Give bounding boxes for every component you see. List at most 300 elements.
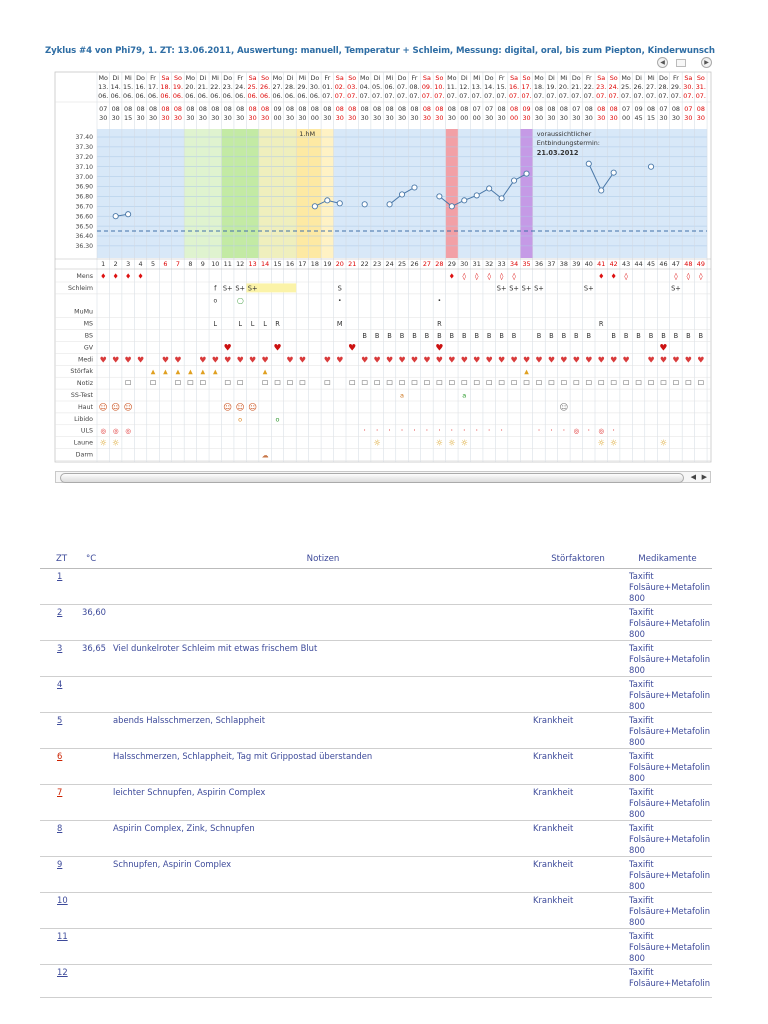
medication-icon: ♥ (286, 355, 294, 365)
cycle-day-number: 47 (671, 260, 680, 268)
month-label: 06. (235, 92, 246, 100)
hour-label: 08 (671, 105, 680, 113)
note-icon[interactable] (387, 381, 392, 385)
cycle-day-number: 20 (335, 260, 344, 268)
cycle-day-link[interactable]: 4 (57, 679, 63, 689)
note-icon[interactable] (487, 381, 492, 385)
cycle-day-link[interactable]: 1 (57, 571, 63, 581)
bs-value: B (424, 332, 430, 340)
minute-label: 30 (236, 114, 245, 122)
weekday-label: Mi (211, 74, 219, 82)
date-label: 27. (272, 83, 283, 91)
mood-icon: ☼ (460, 438, 468, 448)
cycle-day-number: 16 (285, 260, 295, 268)
temp-point[interactable] (586, 161, 591, 166)
uls-marker: · (413, 426, 416, 436)
temp-point[interactable] (449, 204, 454, 209)
date-label: 14. (110, 83, 121, 91)
temp-point[interactable] (325, 198, 330, 203)
minute-label: 30 (298, 114, 307, 122)
minute-label: 00 (622, 114, 631, 122)
hour-label: 08 (597, 105, 606, 113)
note-icon[interactable] (287, 381, 292, 385)
minute-label: 30 (410, 114, 419, 122)
ms-value: L (263, 320, 267, 329)
row-label-sstest: SS-Test (70, 392, 93, 399)
weekday-label: So (261, 74, 270, 82)
temperature-cell (82, 677, 113, 713)
month-label: 07. (459, 92, 470, 100)
weekday-label: Mi (473, 74, 481, 82)
temp-point[interactable] (126, 212, 131, 217)
skin-smiley-icon: ☺ (559, 402, 569, 413)
uls-marker: · (438, 426, 441, 436)
hour-label: 08 (173, 105, 182, 113)
cycle-day-number: 14 (261, 260, 270, 268)
hour-label: 08 (584, 105, 593, 113)
medication-line: Folsäure+Metafolin (629, 726, 711, 736)
temp-point[interactable] (487, 186, 492, 191)
note-icon[interactable] (499, 381, 504, 385)
note-cell (113, 605, 533, 641)
bs-value: B (387, 332, 392, 340)
cycle-day-link[interactable]: 2 (57, 607, 63, 617)
month-label: 07. (434, 92, 445, 100)
note-icon[interactable] (673, 381, 678, 385)
date-label: 21. (571, 83, 582, 91)
date-label: 08. (409, 83, 420, 91)
cycle-chart (0, 0, 768, 470)
medication-line: Taxifit (629, 679, 654, 689)
notes-row (40, 821, 712, 857)
schleim-value: S+ (247, 284, 258, 293)
cycle-day-link[interactable]: 3 (57, 643, 63, 653)
y-tick-label: 37.00 (75, 173, 93, 181)
note-icon[interactable] (611, 381, 616, 385)
month-label: 07. (683, 92, 694, 100)
month-label: 06. (210, 92, 221, 100)
bs-value: B (374, 332, 380, 340)
medication-line: Taxifit (629, 895, 654, 905)
cycle-day-link[interactable]: 9 (57, 859, 63, 869)
date-label: 29. (670, 83, 682, 91)
date-label: 30. (683, 83, 694, 91)
mens-spotting-icon: ◊ (624, 272, 628, 281)
note-icon[interactable] (624, 381, 629, 385)
hour-label: 08 (422, 105, 431, 113)
weekday-label: Fr (150, 74, 156, 82)
date-label: 18. (160, 83, 171, 91)
weekday-label: So (435, 74, 444, 82)
minute-label: 30 (248, 114, 257, 122)
month-label: 07. (621, 92, 632, 100)
note-icon[interactable] (649, 381, 654, 385)
hour-label: 07 (659, 105, 668, 113)
post-hm-band (321, 129, 333, 258)
hour-label: 08 (124, 105, 133, 113)
temp-point[interactable] (337, 201, 342, 206)
uls-marker: · (500, 426, 503, 436)
note-icon[interactable] (661, 381, 666, 385)
date-label: 14. (484, 83, 495, 91)
cycle-day-number: 39 (572, 260, 581, 268)
libido-icon: o (238, 415, 243, 424)
minute-label: 30 (285, 114, 295, 122)
temp-point[interactable] (599, 188, 604, 193)
note-icon[interactable] (474, 381, 479, 385)
row-label-mens: Mens (76, 273, 93, 280)
medication-icon: ♥ (585, 355, 593, 365)
hour-label: 08 (696, 105, 705, 113)
temp-point[interactable] (399, 192, 404, 197)
medication-icon: ♥ (597, 355, 605, 365)
cycle-day-number: 22 (360, 260, 369, 268)
temp-point[interactable] (474, 193, 479, 198)
note-cell: Aspirin Complex, Zink, Schnupfen (113, 821, 533, 857)
cycle-title: Zyklus #4 von Phi79, 1. ZT: 13.06.2011, Auswertung: manuell, Temperatur + Schleim, Messung: digital, oral, bis zum Piepton, Kinderwunsch (45, 46, 715, 56)
row-label-laune: Laune (73, 439, 93, 447)
date-label: 22. (583, 83, 594, 91)
hour-label: 08 (447, 105, 456, 113)
note-icon[interactable] (350, 381, 355, 385)
cycle-day-link[interactable]: 11 (57, 931, 68, 941)
minute-label: 30 (397, 114, 407, 122)
weekday-label: Do (223, 74, 233, 82)
temperature-cell (82, 785, 113, 821)
medication-icon: ♥ (298, 355, 307, 365)
date-label: 19. (172, 83, 184, 91)
temperature-cell (82, 857, 113, 893)
bs-value: B (586, 332, 592, 340)
stoerfaktor-cell: Krankheit (533, 893, 623, 929)
weekday-label: Sa (422, 74, 431, 82)
cycle-day-link[interactable]: 12 (57, 967, 68, 977)
mens-spotting-icon: ◊ (487, 272, 491, 281)
uls-marker: · (400, 426, 404, 436)
month-label: 07. (533, 92, 545, 100)
hour-label: 08 (547, 105, 556, 113)
uls-marker: · (562, 426, 566, 436)
medication-icon: ♥ (572, 355, 580, 365)
month-label: 07. (409, 92, 420, 100)
stoerfaktor-cell (533, 677, 623, 713)
uls-marker: · (537, 426, 541, 436)
hour-label: 08 (335, 105, 344, 113)
note-icon[interactable] (225, 381, 230, 385)
cycle-day-number: 26 (410, 260, 419, 268)
minute-label: 30 (111, 114, 120, 122)
temperature-cell (82, 713, 113, 749)
previous-cycle-icon[interactable]: ◀ (657, 57, 668, 68)
date-label: 13. (471, 83, 482, 91)
temp-point[interactable] (499, 196, 504, 201)
mens-drop-icon: ♦ (124, 272, 132, 281)
note-icon[interactable] (698, 381, 703, 385)
cycle-day-link[interactable]: 7 (57, 787, 63, 797)
stoerfaktor-cell: Krankheit (533, 749, 623, 785)
y-tick-label: 36.90 (75, 183, 93, 191)
date-label: 15. (123, 83, 134, 91)
hour-label: 08 (261, 105, 270, 113)
month-label: 07. (633, 92, 644, 100)
minute-label: 30 (447, 114, 456, 122)
row-label-darm: Darm (75, 451, 93, 459)
uls-marker: ◎ (112, 427, 119, 436)
temp-point[interactable] (437, 194, 442, 199)
cycle-day-link[interactable]: 10 (57, 895, 68, 905)
note-icon[interactable] (400, 381, 405, 385)
uls-marker: · (463, 426, 466, 436)
zt-cell (40, 605, 82, 641)
note-icon[interactable] (549, 381, 554, 385)
month-label: 06. (110, 92, 121, 100)
bs-value: B (412, 332, 417, 340)
temp-point[interactable] (611, 170, 616, 175)
gv-heart-icon: ♥ (348, 343, 357, 354)
schleim-value: S+ (496, 284, 507, 293)
row-label-libido: Libido (74, 415, 93, 423)
weekday-label: So (522, 74, 531, 82)
medication-cell (623, 821, 712, 857)
stoerfaktor-cell: Krankheit (533, 821, 623, 857)
hour-label: 08 (348, 105, 357, 113)
note-icon[interactable] (126, 381, 131, 385)
note-icon[interactable] (524, 381, 529, 385)
schleim-value: S+ (509, 284, 519, 293)
stoerfaktor-cell (533, 569, 623, 605)
medication-line: 800 (629, 809, 645, 819)
scrollbar-thumb[interactable] (60, 473, 684, 483)
cycle-day-link[interactable]: 6 (57, 751, 63, 761)
note-icon[interactable] (536, 381, 541, 385)
medication-icon: ♥ (697, 355, 705, 365)
minute-label: 00 (472, 114, 481, 122)
row-label-schleim: Schleim (68, 284, 93, 292)
gv-heart-icon: ♥ (659, 343, 668, 354)
minute-label: 00 (273, 114, 282, 122)
fertile-peak-band (222, 129, 259, 258)
date-label: 28. (284, 83, 296, 91)
temp-point[interactable] (412, 185, 417, 190)
minute-label: 30 (422, 114, 431, 122)
note-icon[interactable] (599, 381, 604, 385)
cycle-day-number: 17 (298, 260, 307, 268)
minute-label: 15 (124, 114, 133, 122)
medication-icon: ♥ (361, 355, 369, 365)
hour-label: 08 (111, 105, 120, 113)
hour-label: 08 (148, 105, 158, 113)
uls-marker: · (487, 426, 491, 436)
note-icon[interactable] (151, 381, 156, 385)
notes-row (40, 965, 712, 998)
medication-icon: ♥ (522, 355, 531, 365)
schleim-sub-symbol: o (213, 297, 218, 305)
note-icon[interactable] (412, 381, 417, 385)
temp-point[interactable] (113, 214, 118, 219)
cycle-day-number: 49 (696, 260, 705, 268)
schleim-value: S+ (534, 284, 544, 293)
zt-cell (40, 677, 82, 713)
note-cell: abends Halsschmerzen, Schlappheit (113, 713, 533, 749)
medication-icon: ♥ (610, 355, 618, 365)
hour-label: 07 (572, 105, 581, 113)
medication-icon: ♥ (435, 355, 443, 365)
note-icon[interactable] (424, 381, 429, 385)
temp-point[interactable] (462, 198, 467, 203)
medication-icon: ♥ (174, 355, 182, 365)
note-icon[interactable] (449, 381, 454, 385)
medication-cell (623, 641, 712, 677)
stoerfaktor-icon: ▲ (262, 368, 268, 376)
scroll-left-icon[interactable]: ◀ (690, 473, 696, 481)
temperature-cell (82, 929, 113, 965)
hour-label: 08 (385, 105, 394, 113)
note-icon[interactable] (561, 381, 566, 385)
bs-value: B (499, 332, 504, 340)
note-icon[interactable] (263, 381, 268, 385)
note-icon[interactable] (686, 381, 691, 385)
scroll-right-icon[interactable]: ▶ (701, 473, 707, 481)
note-icon[interactable] (175, 381, 180, 385)
month-label: 07. (359, 92, 370, 100)
mens-drop-icon: ♦ (137, 272, 144, 281)
month-label: 07. (571, 92, 582, 100)
note-icon[interactable] (362, 381, 367, 385)
medication-icon: ♥ (498, 355, 506, 365)
cycle-day-number: 38 (559, 260, 568, 268)
month-label: 07. (471, 92, 482, 100)
note-icon[interactable] (462, 381, 467, 385)
temp-point[interactable] (511, 178, 516, 183)
month-label: 06. (185, 92, 196, 100)
note-icon[interactable] (300, 381, 305, 385)
bs-value: B (686, 332, 691, 340)
month-label: 06. (272, 92, 283, 100)
minute-label: 30 (173, 114, 182, 122)
date-label: 07. (396, 83, 408, 91)
stoerfaktor-icon: ▲ (188, 368, 193, 376)
weekday-label: Fr (237, 74, 244, 82)
medication-icon: ♥ (460, 355, 468, 365)
temp-point[interactable] (648, 164, 653, 169)
month-label: 07. (508, 92, 520, 100)
medication-cell (623, 785, 712, 821)
cycle-day-number: 34 (510, 260, 519, 268)
bs-value: B (561, 332, 567, 340)
month-label: 07. (372, 92, 383, 100)
temperature-cell: 36,65 (82, 641, 113, 677)
note-icon[interactable] (574, 381, 579, 385)
date-label: 16. (508, 83, 520, 91)
temperature-cell (82, 893, 113, 929)
note-icon[interactable] (188, 381, 193, 385)
zt-cell (40, 821, 82, 857)
medication-cell (623, 569, 712, 605)
notes-row (40, 929, 712, 965)
note-cell: Halsschmerzen, Schlappheit, Tag mit Grippostad überstanden (113, 749, 533, 785)
cycle-day-number: 23 (373, 260, 382, 268)
uls-marker: · (388, 426, 391, 436)
hour-label: 08 (310, 105, 319, 113)
note-icon[interactable] (325, 381, 330, 385)
cycle-day-number: 11 (223, 260, 232, 268)
row-label-gv: GV (83, 344, 93, 352)
hour-label: 08 (161, 105, 170, 113)
medication-icon: ♥ (336, 355, 344, 365)
note-icon[interactable] (375, 381, 380, 385)
month-label: 07. (322, 92, 333, 100)
note-icon[interactable] (238, 381, 243, 385)
hour-label: 09 (634, 105, 643, 113)
date-label: 25. (247, 83, 258, 91)
note-icon[interactable] (636, 381, 641, 385)
next-cycle-icon[interactable]: ▶ (701, 57, 712, 68)
note-icon[interactable] (512, 381, 517, 385)
chart-scrollbar[interactable] (55, 471, 711, 483)
weekday-label: Sa (161, 74, 170, 82)
hour-label: 08 (360, 105, 369, 113)
date-label: 15. (496, 83, 507, 91)
medication-icon: ♥ (323, 355, 331, 365)
cycle-day-number: 9 (200, 260, 205, 268)
medication-cell (623, 893, 712, 929)
medication-icon: ♥ (485, 355, 493, 365)
schleim-value: S (337, 284, 342, 293)
mens-drop-icon: ♦ (448, 272, 455, 281)
weekday-label: Fr (585, 74, 592, 82)
medication-icon: ♥ (410, 355, 419, 365)
cycle-day-number: 8 (188, 260, 193, 268)
cycle-day-number: 25 (397, 260, 407, 268)
zt-cell (40, 929, 82, 965)
cycle-day-link[interactable]: 5 (57, 715, 63, 725)
pregnancy-test-icon: a (400, 391, 405, 400)
month-label: 06. (309, 92, 320, 100)
skin-smiley-icon: ☺ (223, 402, 233, 413)
note-icon[interactable] (275, 381, 280, 385)
due-date-value: 21.03.2012 (536, 149, 579, 157)
note-icon[interactable] (586, 381, 591, 385)
date-label: 22. (210, 83, 221, 91)
minute-label: 30 (198, 114, 207, 122)
note-icon[interactable] (200, 381, 205, 385)
medication-icon: ♥ (224, 355, 232, 365)
medication-line: Folsäure+Metafolin (629, 618, 711, 628)
temp-point[interactable] (387, 202, 392, 207)
row-label-haut: Haut (77, 403, 93, 411)
uls-marker: · (425, 426, 429, 436)
minute-label: 30 (534, 114, 544, 122)
weekday-label: Fr (498, 74, 505, 82)
temp-point[interactable] (362, 202, 367, 207)
date-label: 18. (533, 83, 545, 91)
hour-label: 07 (622, 105, 631, 113)
minute-label: 30 (136, 114, 145, 122)
cycle-day-number: 32 (485, 260, 494, 268)
cycle-day-link[interactable]: 8 (57, 823, 63, 833)
medication-line: Folsäure+Metafolin (629, 654, 711, 664)
hour-label: 08 (236, 105, 245, 113)
temp-point[interactable] (524, 171, 529, 176)
note-icon[interactable] (437, 381, 442, 385)
medication-icon: ♥ (510, 355, 518, 365)
cycle-day-number: 10 (211, 260, 220, 268)
cycle-day-number: 15 (273, 260, 282, 268)
header-notes: Notizen (113, 550, 533, 569)
note-cell (113, 569, 533, 605)
temp-point[interactable] (312, 204, 317, 209)
schleim-value: S+ (583, 284, 594, 293)
